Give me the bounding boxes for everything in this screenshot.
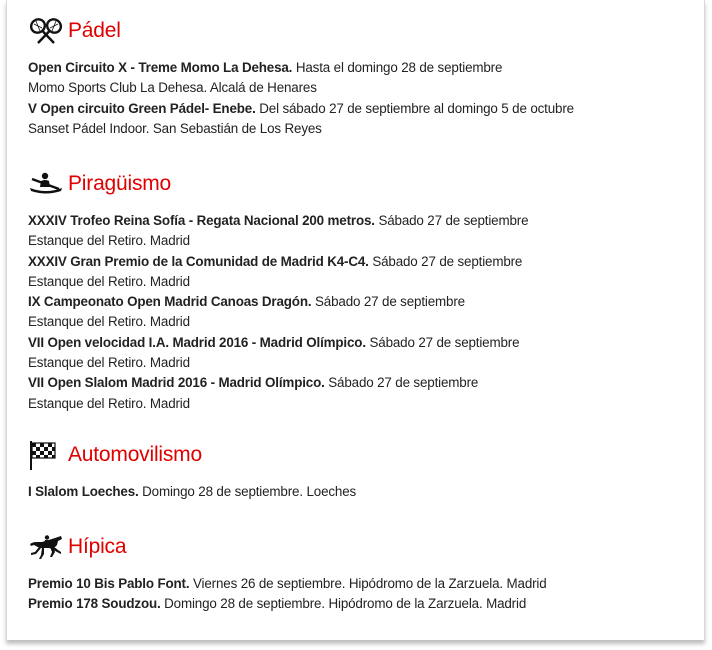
event-line — [28, 252, 688, 272]
event-venue: Sanset Pádel Indoor. San Sebastián de Los Reyes — [28, 120, 322, 136]
event-list — [28, 211, 688, 414]
event-line — [28, 99, 688, 119]
canoe-icon — [28, 168, 68, 200]
event-line — [28, 594, 688, 614]
event-date: Hasta el domingo 28 de septiembre — [295, 60, 503, 75]
event-line — [28, 292, 688, 312]
event-date: Sábado 27 de septiembre — [328, 375, 479, 391]
tennis-rackets-icon — [28, 15, 68, 47]
event-date: Sábado 27 de septiembre — [369, 334, 520, 350]
event-date: Sábado 27 de septiembre — [372, 253, 523, 269]
section-piraguismo — [28, 168, 688, 414]
event-line — [28, 333, 688, 353]
event-date: Sábado 27 de septiembre — [315, 294, 465, 310]
event-venue: Estanque del Retiro. Madrid — [28, 273, 190, 289]
event-list — [28, 58, 688, 139]
section-hipica — [28, 531, 688, 615]
event-name: XXXIV Gran Premio de la Comunidad de Madrid K4-C4. — [28, 253, 369, 269]
event-line — [28, 482, 688, 502]
event-name: VII Open velocidad I.A. Madrid 2016 - Madrid Olímpico. — [28, 334, 366, 350]
event-line — [28, 211, 688, 231]
section-automovilismo — [28, 439, 688, 502]
event-line — [28, 58, 688, 78]
event-date: Viernes 26 de septiembre. Hipódromo de la Zarzuela. Madrid — [193, 576, 547, 591]
event-date: Del sábado 27 de septiembre al domingo 5 de octubre — [259, 100, 574, 116]
event-name: VII Open Slalom Madrid 2016 - Madrid Olímpico. — [28, 375, 325, 391]
section-title: Hípica — [68, 535, 127, 558]
section-title: Automovilismo — [68, 443, 202, 466]
horse-racing-icon — [28, 531, 68, 563]
event-name: V Open circuito Green Pádel- Enebe. — [28, 100, 256, 116]
section-header — [28, 15, 688, 47]
event-date: Sábado 27 de septiembre — [378, 213, 529, 228]
section-title: Pádel — [68, 19, 121, 42]
event-name: Open Circuito X - Treme Momo La Dehesa. — [28, 60, 293, 75]
event-venue: Estanque del Retiro. Madrid — [28, 355, 190, 371]
event-line — [28, 373, 688, 393]
event-venue: Momo Sports Club La Dehesa. Alcalá de Henares — [28, 80, 317, 96]
event-line — [28, 574, 688, 594]
checkered-flag-icon — [28, 439, 68, 471]
event-date: Domingo 28 de septiembre. Hipódromo de la Zarzuela. Madrid — [164, 596, 527, 612]
section-header — [28, 168, 688, 200]
events-page — [6, 0, 705, 640]
event-venue: Estanque del Retiro. Madrid — [28, 314, 190, 330]
section-header — [28, 531, 688, 563]
section-header — [28, 439, 688, 471]
event-list — [28, 574, 688, 615]
event-name: Premio 10 Bis Pablo Font. — [28, 576, 190, 591]
event-name: Premio 178 Soudzou. — [28, 596, 161, 612]
event-date: Domingo 28 de septiembre. Loeches — [142, 484, 357, 499]
event-name: XXXIV Trofeo Reina Sofía - Regata Nacional 200 metros. — [28, 213, 375, 228]
event-venue: Estanque del Retiro. Madrid — [28, 233, 190, 249]
event-list — [28, 482, 688, 502]
section-padel — [28, 15, 688, 139]
event-name: I Slalom Loeches. — [28, 484, 139, 499]
event-name: IX Campeonato Open Madrid Canoas Dragón. — [28, 294, 312, 310]
section-title: Piragüismo — [68, 172, 172, 195]
event-venue: Estanque del Retiro. Madrid — [28, 395, 190, 411]
